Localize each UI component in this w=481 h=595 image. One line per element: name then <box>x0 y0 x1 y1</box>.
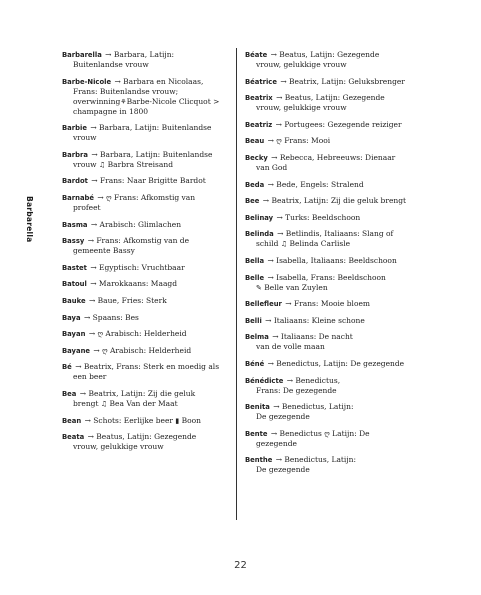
entry-name: Barbarella <box>62 51 102 59</box>
entry-name: Benthe <box>245 456 273 465</box>
entry-beau: Beau → ღ Frans: Mooi <box>245 136 331 146</box>
entry-becky: Becky → Rebecca, Hebreeuws: Dienaar van God <box>245 152 396 172</box>
entry-bene: Béné → Benedictus, Latijn: De gezegende <box>245 358 405 368</box>
entry-benita: Benita → Benedictus, Latijn: De gezegende <box>245 402 354 422</box>
entry-barbarella: Barbarella → Barbara, Latijn: Buitenlandse vrouw <box>62 50 175 69</box>
entry-benedicte: Bénédicte → Benedictus, Frans: De gezegende <box>245 375 341 395</box>
music-icon: ♫ <box>98 160 106 169</box>
entry-name: Béné <box>245 359 265 368</box>
entry-name: Beatrix <box>245 94 273 103</box>
entry-name: Bellefleur <box>245 300 282 309</box>
entry-bente: Bente → Benedictus ღ Latijn: De gezegende <box>245 428 370 448</box>
entry-name: Bé <box>62 363 72 372</box>
entry-name: Bayan <box>62 330 86 339</box>
running-head: Barbarella <box>25 196 34 243</box>
heart-icon: ღ <box>97 330 104 339</box>
entry-bayan: Bayan → ღ Arabisch: Helderheid <box>62 329 187 339</box>
entry-name: Belle <box>245 273 265 282</box>
beer-icon: ▮ <box>175 416 180 425</box>
entry-benthe: Benthe → Benedictus, Latijn: De gezegende <box>245 455 357 475</box>
entry-bayane: Bayane → ღ Arabisch: Helderheid <box>62 345 192 355</box>
entry-name: Béatrice <box>245 77 277 86</box>
entry-belli: Belli → Italiaans: Kleine schone <box>245 315 365 325</box>
entry-name: Barnabé <box>62 193 95 202</box>
page-number: 22 <box>234 560 247 571</box>
entry-name: Beau <box>245 137 265 146</box>
entry-name: Barbe-Nicole <box>62 77 112 86</box>
entry-baya: Baya → Spaans: Bes <box>62 312 139 322</box>
entry-name: Beda <box>245 180 265 189</box>
entry-name: Bee <box>245 197 260 206</box>
entry-name: Bastet <box>62 263 87 272</box>
entry-be: Bé → Beatrix, Frans: Sterk en moedig als een beer <box>62 362 220 382</box>
entry-beatrix: Beatrix → Beatus, Latijn: Gezegende vrouw, gelukkige vrouw <box>245 93 385 113</box>
entry-basma: Basma → Arabisch: Glimlachen <box>62 219 182 229</box>
entry-name: Batoul <box>62 280 87 289</box>
entry-beate: Béate → Beatus, Latijn: Gezegende vrouw, gelukkige vrouw <box>245 50 380 69</box>
entry-name: Benita <box>245 403 270 412</box>
entry-bella: Bella → Isabella, Italiaans: Beeldschoon <box>245 255 397 265</box>
entry-name: Barbie <box>62 124 87 133</box>
entry-bastet: Bastet → Egyptisch: Vruchtbaar <box>62 262 185 272</box>
heart-icon: ღ <box>324 429 330 438</box>
right-column <box>245 50 417 482</box>
entry-name: Becky <box>245 153 268 162</box>
flower-icon: ⚘ <box>120 97 127 106</box>
entry-belle: Belle → Isabella, Frans: Beeldschoon ✎ Belle van Zuylen <box>245 272 386 292</box>
entry-name: Bardot <box>62 177 88 186</box>
heart-icon: ღ <box>106 193 112 202</box>
entry-name: Belli <box>245 316 262 325</box>
entry-name: Bassy <box>62 237 85 246</box>
heart-icon: ღ <box>102 346 108 355</box>
entry-bardot: Bardot → Frans: Naar Brigitte Bardot <box>62 176 206 186</box>
entry-name: Bean <box>62 416 82 425</box>
entry-beatrice: Béatrice → Beatrix, Latijn: Geluksbrenger <box>245 76 405 86</box>
entry-bee: Bee → Beatrix, Latijn: Zij die geluk brengt <box>245 196 407 206</box>
entry-belma: Belma → Italiaans: De nacht van de volle maan <box>245 332 353 352</box>
entry-barbe-nicole: Barbe-Nicole → Barbara en Nicolaas, Frans: Buitenlandse vrouw; overwinning⚘Barbe-Nicole Clicquot > champagne in 1800 <box>62 76 220 116</box>
entry-name: Bente <box>245 429 268 438</box>
column-divider <box>236 48 237 520</box>
entry-name: Bayane <box>62 346 91 355</box>
entry-name: Bénédicte <box>245 376 284 385</box>
left-column <box>62 50 227 459</box>
entry-barnabe: Barnabé → ღ Frans: Afkomstig van profeet <box>62 192 196 212</box>
entry-bassy: Bassy → Frans: Afkomstig van de gemeente Bassy <box>62 236 190 256</box>
entry-belinay: Belinay → Turks: Beeldschoon <box>245 212 361 222</box>
entry-name: Belinay <box>245 213 274 222</box>
music-icon: ♫ <box>280 240 288 249</box>
entry-name: Basma <box>62 220 88 229</box>
entry-bauke: Bauke → Baue, Fries: Sterk <box>62 295 167 305</box>
entry-beata: Beata → Beatus, Latijn: Gezegende vrouw, gelukkige vrouw <box>62 432 197 452</box>
entry-name: Bauke <box>62 296 86 305</box>
music-icon: ♫ <box>100 399 108 408</box>
entry-name: Beatriz <box>245 120 273 129</box>
heart-icon: ღ <box>276 137 282 146</box>
entry-barbra: Barbra → Barbara, Latijn: Buitenlandse vrouw ♫ Barbra Streisand <box>62 149 213 169</box>
entry-batoul: Batoul → Marokkaans: Maagd <box>62 279 178 289</box>
entry-bean: Bean → Schots: Eerlijke beer ▮ Boon <box>62 415 202 425</box>
entry-name: Belinda <box>245 230 274 239</box>
entry-name: Barbra <box>62 150 88 159</box>
entry-beda: Beda → Bede, Engels: Stralend <box>245 179 364 189</box>
entry-name: Bella <box>245 256 265 265</box>
entry-beatriz: Beatriz → Portugees: Gezegende reiziger <box>245 119 402 129</box>
entry-barbie: Barbie → Barbara, Latijn: Buitenlandse vrouw <box>62 123 212 143</box>
entry-belinda: Belinda → Betlindis, Italiaans: Slang of schild ♫ Belinda Carlisle <box>245 229 394 249</box>
entry-name: Beata <box>62 433 85 442</box>
entry-bellefleur: Bellefleur → Frans: Mooie bloem <box>245 299 371 309</box>
pen-icon: ✎ <box>256 283 262 292</box>
entry-bea: Bea → Beatrix, Latijn: Zij die geluk brengt ♫ Bea Van der Maat <box>62 388 196 408</box>
entry-name: Baya <box>62 313 81 322</box>
entry-name: Belma <box>245 333 269 342</box>
entry-name: Bea <box>62 389 77 398</box>
entry-name: Béate <box>245 51 268 59</box>
